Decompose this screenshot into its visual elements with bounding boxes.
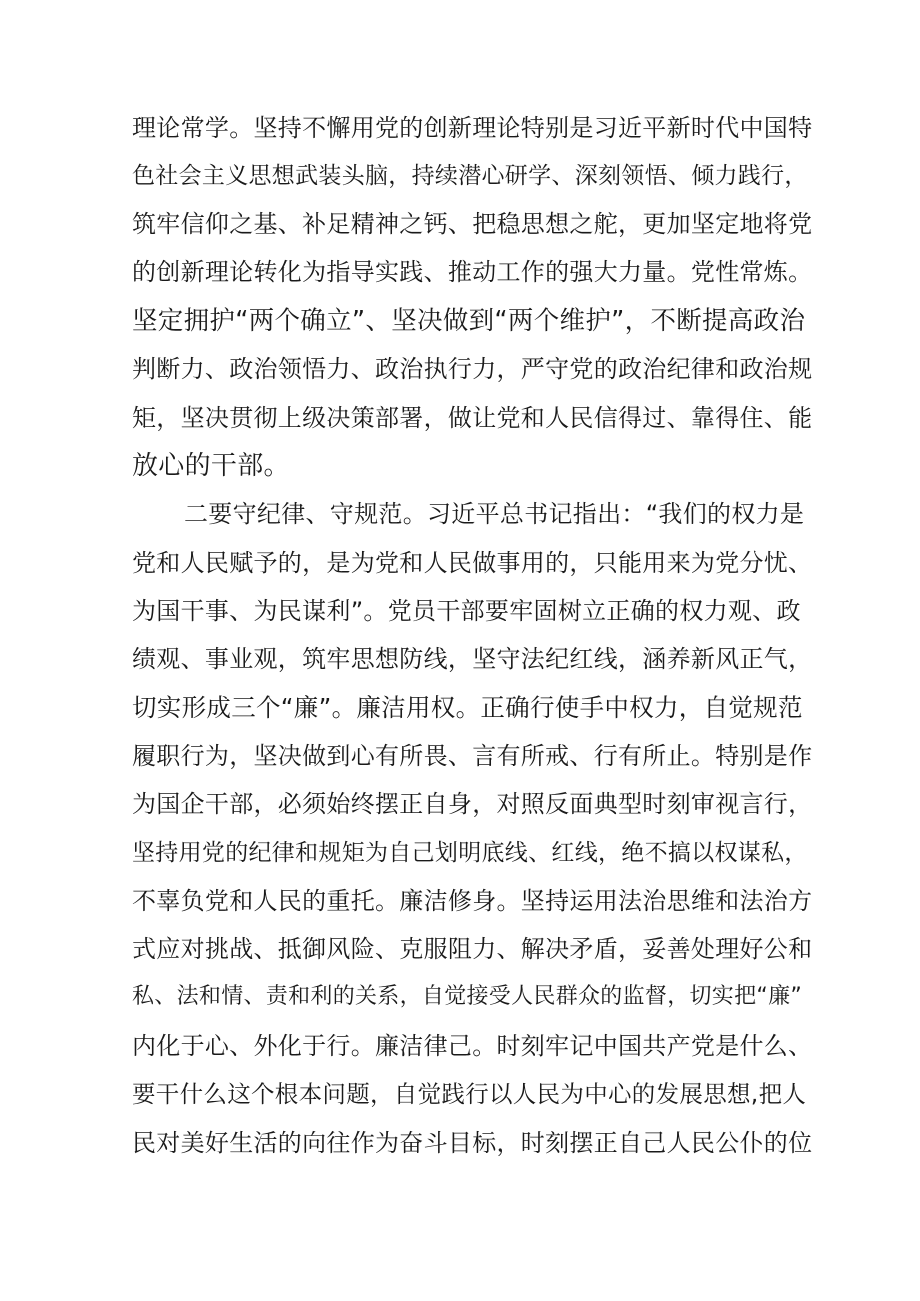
text-line: 为国企干部，必须始终摆正自身，对照反面典型时刻审视言行， <box>132 790 813 818</box>
text-line: 矩，坚决贯彻上级决策部署，做让党和人民信得过、靠得住、能 <box>132 404 813 432</box>
text-line: 切实形成三个“廉”。廉洁用权。正确行使手中权力，自觉规范 <box>132 693 803 722</box>
text-line: 私、法和情、责和利的关系，自觉接受人民群众的监督，切实把“廉” <box>132 984 803 1009</box>
text-line-indented: 二要守纪律、守规范。习近平总书记指出：“我们的权力是 <box>184 500 805 528</box>
text-line: 判断力、政治领悟力、政治执行力，严守党的政治纪律和政治规 <box>132 355 813 383</box>
text-line: 色社会主义思想武装头脑，持续潜心研学、深刻领悟、倾力践行， <box>132 163 808 189</box>
text-line: 民对美好生活的向往作为奋斗目标，时刻摆正自己人民公仆的位 <box>132 1129 813 1157</box>
text-line: 坚定拥护“两个确立”、坚决做到“两个维护”，不断提高政治 <box>132 306 806 336</box>
text-line: 式应对挑战、抵御风险、克服阻力、解决矛盾，妥善处理好公和 <box>132 935 813 963</box>
text-line: 不辜负党和人民的重托。廉洁修身。坚持运用法治思维和法治方 <box>132 887 813 915</box>
text-line: 党和人民赋予的，是为党和人民做事用的，只能用来为党分忧、 <box>132 549 813 577</box>
text-line: 履职行为，坚决做到心有所畏、言有所戒、行有所止。特别是作 <box>132 742 813 770</box>
text-line: 内化于心、外化于行。廉洁律己。时刻牢记中国共产党是什么、 <box>132 1032 813 1060</box>
text-line: 筑牢信仰之基、补足精神之钙、把稳思想之舵，更加坚定地将党 <box>132 210 813 238</box>
text-line: 理论常学。坚持不懈用党的创新理论特别是习近平新时代中国特 <box>132 114 813 142</box>
text-line: 要干什么这个根本问题，自觉践行以人民为中心的发展思想,把人 <box>132 1080 807 1108</box>
text-line: 为国干事、为民谋利”。党员干部要牢固树立正确的权力观、政 <box>132 597 801 625</box>
text-line: 坚持用党的纪律和规矩为自己划明底线、红线，绝不搞以权谋私， <box>132 840 808 866</box>
text-line: 的创新理论转化为指导实践、推动工作的强大力量。党性常炼。 <box>132 258 813 286</box>
text-line: 绩观、事业观，筑牢思想防线，坚守法纪红线，涵养新风正气， <box>132 645 813 673</box>
text-line: 放心的干部。 <box>132 451 290 481</box>
